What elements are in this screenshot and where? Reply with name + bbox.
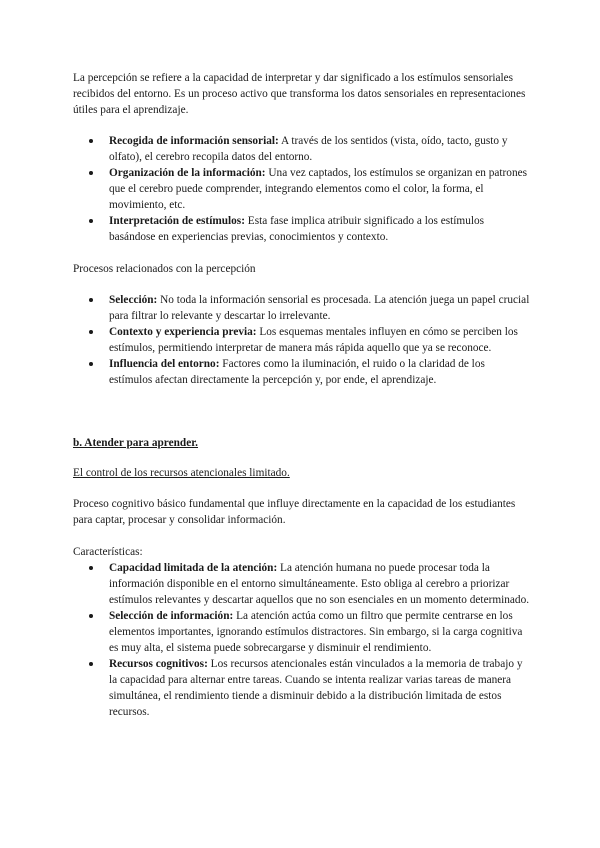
related-processes-heading: Procesos relacionados con la percepción <box>73 263 256 275</box>
intro-paragraph: La percepción se refiere a la capacidad de interpretar y dar significado a los estímulos sensoriales recibidos del entorno. Es un proceso activo que transforma los datos sensoriales en representaciones útiles para el aprendizaje. <box>73 72 526 116</box>
list-item-term: Recogida de información sensorial: <box>109 135 279 147</box>
list-item-text: No toda la información sensorial es procesada. La atención juega un papel crucial para filtrar lo relevante y descartar lo irrelevante. <box>109 294 530 322</box>
list-item-text: Los esquemas mentales influyen en cómo se perciben los estímulos, permitiendo interpretar de manera más rápida aquello que ya se reconoce. <box>109 326 518 354</box>
related-processes-list <box>73 292 530 388</box>
list-item-text: Una vez captados, los estímulos se organizan en patrones que el cerebro puede comprender, integrando elementos como el color, la forma, el movimiento, etc. <box>109 167 528 211</box>
list-item-text: Los recursos atencionales están vinculados a la memoria de trabajo y la capacidad para alternar entre tareas. Cuando se intenta realizar varias tareas de manera simultánea, el rendimiento tiende a disminuir debido a la distribución limitada de estos recursos. <box>109 658 523 718</box>
list-item <box>73 213 530 245</box>
perception-phases-list <box>73 133 530 245</box>
list-item-term: Capacidad limitada de la atención: <box>109 562 278 574</box>
list-item <box>73 656 530 720</box>
list-item <box>73 165 530 213</box>
list-item <box>73 324 530 356</box>
list-item-term: Contexto y experiencia previa: <box>109 326 257 338</box>
list-item-term: Interpretación de estímulos: <box>109 215 245 227</box>
list-item-text: Factores como la iluminación, el ruido o la claridad de los estímulos afectan directamente la percepción y, por ende, el aprendizaje. <box>109 358 485 386</box>
list-item-term: Influencia del entorno: <box>109 358 220 370</box>
list-item <box>73 356 530 388</box>
characteristics-list <box>73 560 530 720</box>
list-item-term: Selección: <box>109 294 158 306</box>
section-b-title: b. Atender para aprender. <box>73 437 199 449</box>
characteristics-label: Características: <box>73 546 143 558</box>
section-b-subtitle: El control de los recursos atencionales limitado. <box>73 467 290 479</box>
list-item-text: La atención actúa como un filtro que permite centrarse en los elementos importantes, ignorando estímulos distractores. Sin embargo, si la carga cognitiva es muy alta, el sistema puede sobrecargarse y disminuir el rendimiento. <box>109 610 523 654</box>
list-item <box>73 133 530 165</box>
list-item-text: Esta fase implica atribuir significado a los estímulos basándose en experiencias previas, conocimientos y contexto. <box>109 215 485 243</box>
list-item-term: Recursos cognitivos: <box>109 658 208 670</box>
section-b-paragraph: Proceso cognitivo básico fundamental que influye directamente en la capacidad de los estudiantes para captar, procesar y consolidar información. <box>73 498 516 526</box>
list-item-term: Organización de la información: <box>109 167 266 179</box>
list-item <box>73 608 530 656</box>
list-item-text: La atención humana no puede procesar toda la información disponible en el entorno simultáneamente. Esto obliga al cerebro a priorizar estímulos relevantes y descartar aquellos que no son esenciales en un momento determinado. <box>109 562 530 606</box>
list-item <box>73 560 530 608</box>
list-item <box>73 292 530 324</box>
list-item-term: Selección de información: <box>109 610 234 622</box>
list-item-text: A través de los sentidos (vista, oído, tacto, gusto y olfato), el cerebro recopila datos del entorno. <box>109 135 508 163</box>
